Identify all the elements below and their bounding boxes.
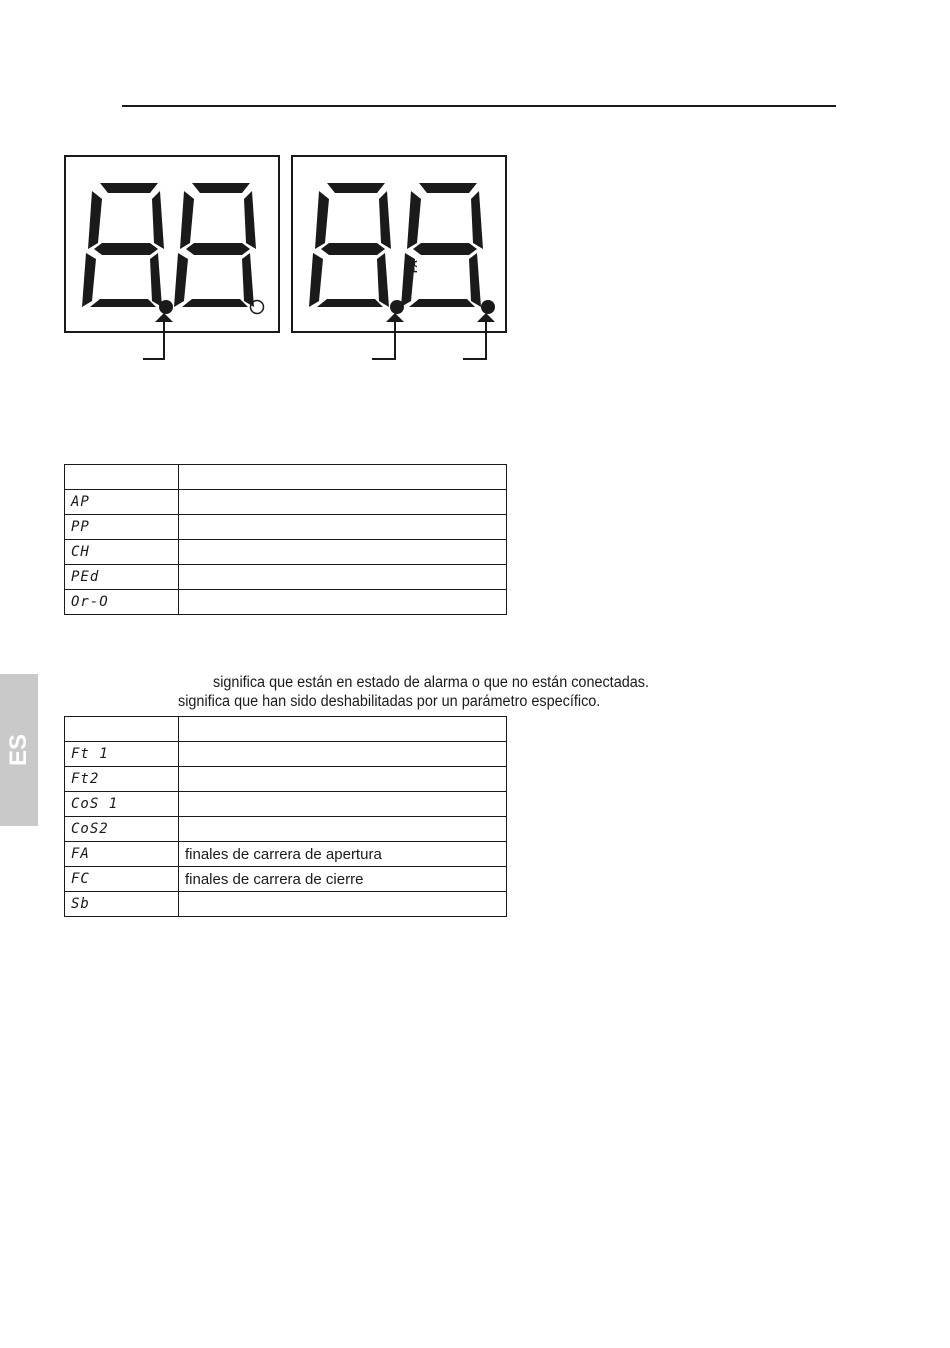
command-code: CH <box>65 540 179 565</box>
command-description <box>179 540 507 565</box>
command-code: AP <box>65 490 179 515</box>
safety-code: FC <box>65 867 179 892</box>
segment-label-fc: FC <box>469 259 480 273</box>
command-code: PEd <box>65 565 179 590</box>
command-description <box>179 515 507 540</box>
table-row <box>65 792 507 817</box>
table-header-row <box>65 717 507 742</box>
note-disabled: significa que han sido deshabilitadas por un parámetro específico. <box>178 693 601 710</box>
table-header-row <box>65 465 507 490</box>
safety-code: CoS2 <box>65 817 179 842</box>
segment-label-fa: FA <box>409 260 420 273</box>
safety-description <box>179 892 507 917</box>
safety-code: Ft2 <box>65 767 179 792</box>
table-row <box>65 867 507 892</box>
command-description <box>179 590 507 615</box>
command-code: Or-O <box>65 590 179 615</box>
command-description <box>179 565 507 590</box>
table-row <box>65 565 507 590</box>
leader-line <box>372 322 395 359</box>
arrow-head-icon <box>477 313 495 322</box>
table-row <box>65 590 507 615</box>
table-row <box>65 767 507 792</box>
leader-arrows <box>0 0 950 370</box>
leader-line <box>463 322 486 359</box>
safety-description: finales de carrera de apertura <box>179 842 507 867</box>
safety-description: finales de carrera de cierre <box>179 867 507 892</box>
safety-code: CoS 1 <box>65 792 179 817</box>
language-tab <box>0 674 38 826</box>
arrow-head-icon <box>386 313 404 322</box>
table-row <box>65 892 507 917</box>
safety-code: Sb <box>65 892 179 917</box>
safety-code: Ft 1 <box>65 742 179 767</box>
table-row <box>65 540 507 565</box>
note-alarm: significa que están en estado de alarma o que no están conectadas. <box>213 674 649 691</box>
language-tab-label: ES <box>5 733 32 767</box>
safety-table <box>64 716 507 917</box>
safety-description <box>179 742 507 767</box>
command-description <box>179 490 507 515</box>
table-row <box>65 490 507 515</box>
table-row <box>65 817 507 842</box>
leader-line <box>143 322 164 359</box>
table-row <box>65 742 507 767</box>
commands-table <box>64 464 507 615</box>
safety-description <box>179 817 507 842</box>
safety-description <box>179 792 507 817</box>
command-code: PP <box>65 515 179 540</box>
arrow-head-icon <box>155 313 173 322</box>
safety-code: FA <box>65 842 179 867</box>
table-row <box>65 515 507 540</box>
table-row <box>65 842 507 867</box>
safety-description <box>179 767 507 792</box>
